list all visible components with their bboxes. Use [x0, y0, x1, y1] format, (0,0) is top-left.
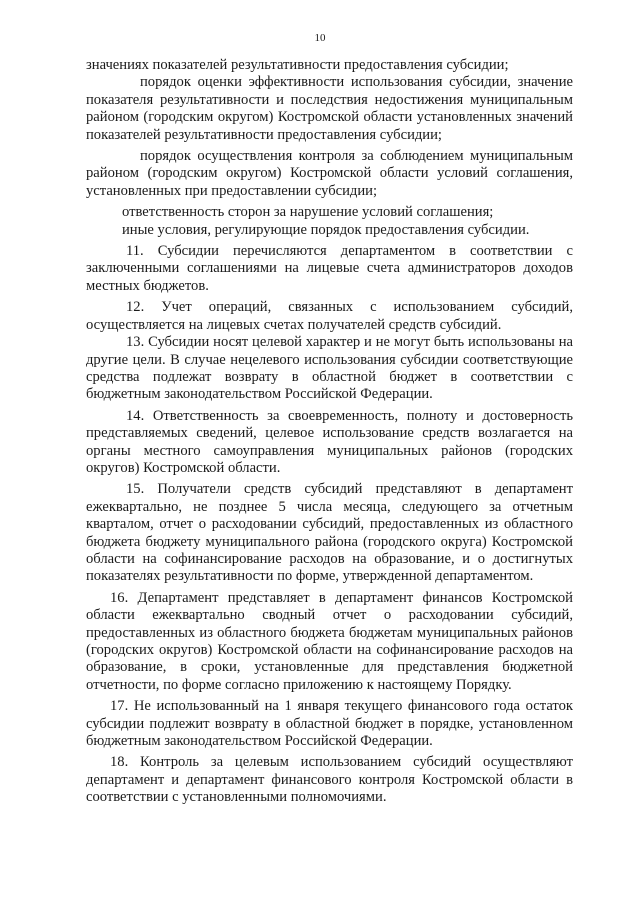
paragraph-16: 16. Департамент представляет в департамент финансов Костромской области ежеквартально сводный отчет о расходовании субсидий, предоставленных из областного бюджета бюджетам муниципальных районов (городских округов) Костромской области на софинансирование расходов на образование, в сроки, установленные для представления бюджетной отчетности, по форме согласно приложению к настоящему Порядку. [86, 589, 573, 693]
paragraph-12: 12. Учет операций, связанных с использованием субсидий, осуществляется на лицевых счетах получателей средств субсидий. [86, 299, 573, 333]
paragraph-other-conditions: иные условия, регулирующие порядок предоставления субсидии. [122, 221, 530, 238]
paragraph-15: 15. Получатели средств субсидий представляют в департамент ежеквартально, не позднее 5 числа месяца, следующего за отчетным кварталом, отчет о расходовании субсидий, предоставленных из областного бюджета бюджету муниципального района (городского округа) Костромской области на софинансирование расходов на образование, и о достигнутых показателях результативности по форме, утвержденной департаментом. [86, 481, 573, 585]
paragraph-18: 18. Контроль за целевым использованием субсидий осуществляют департамент и департамент финансового контроля Костромской области в соответствии с установленными полномочиями. [86, 754, 573, 806]
document-body [86, 57, 573, 807]
paragraph-responsibility: ответственность сторон за нарушение условий соглашения; [122, 204, 494, 221]
paragraph-13: 13. Субсидии носят целевой характер и не могут быть использованы на другие цели. В случае нецелевого использования субсидии соответствующие средства подлежат возврату в областной бюджет в соответствии с бюджетным законодательством Российской Федерации. [86, 334, 573, 403]
paragraph-17: 17. Не использованный на 1 января текущего финансового года остаток субсидии подлежит возврату в областной бюджет в порядке, установленном бюджетным законодательством Российской Федерации. [86, 698, 573, 750]
paragraph-11: 11. Субсидии перечисляются департаментом в соответствии с заключенными соглашениями на лицевые счета администраторов доходов местных бюджетов. [86, 243, 573, 294]
paragraph-evaluation-procedure: порядок оценки эффективности использования субсидии, значение показателя результативности и последствия недостижения муниципальным районом (городским округом) Костромской области установленных значений показателей результативности предоставления субсидии; [86, 74, 573, 143]
page-number: 10 [314, 32, 326, 44]
paragraph-14: 14. Ответственность за своевременность, полноту и достоверность представляемых сведений, целевое использование средств возлагается на органы местного самоуправления муниципальных районов (городских округов) Костромской области. [86, 407, 573, 476]
paragraph-control-procedure: порядок осуществления контроля за соблюдением муниципальным районом (городским округом) Костромской области условий соглашения, установленных при предоставлении субсидии; [86, 148, 573, 199]
paragraph-continuation: значениях показателей результативности предоставления субсидии; [86, 57, 509, 73]
